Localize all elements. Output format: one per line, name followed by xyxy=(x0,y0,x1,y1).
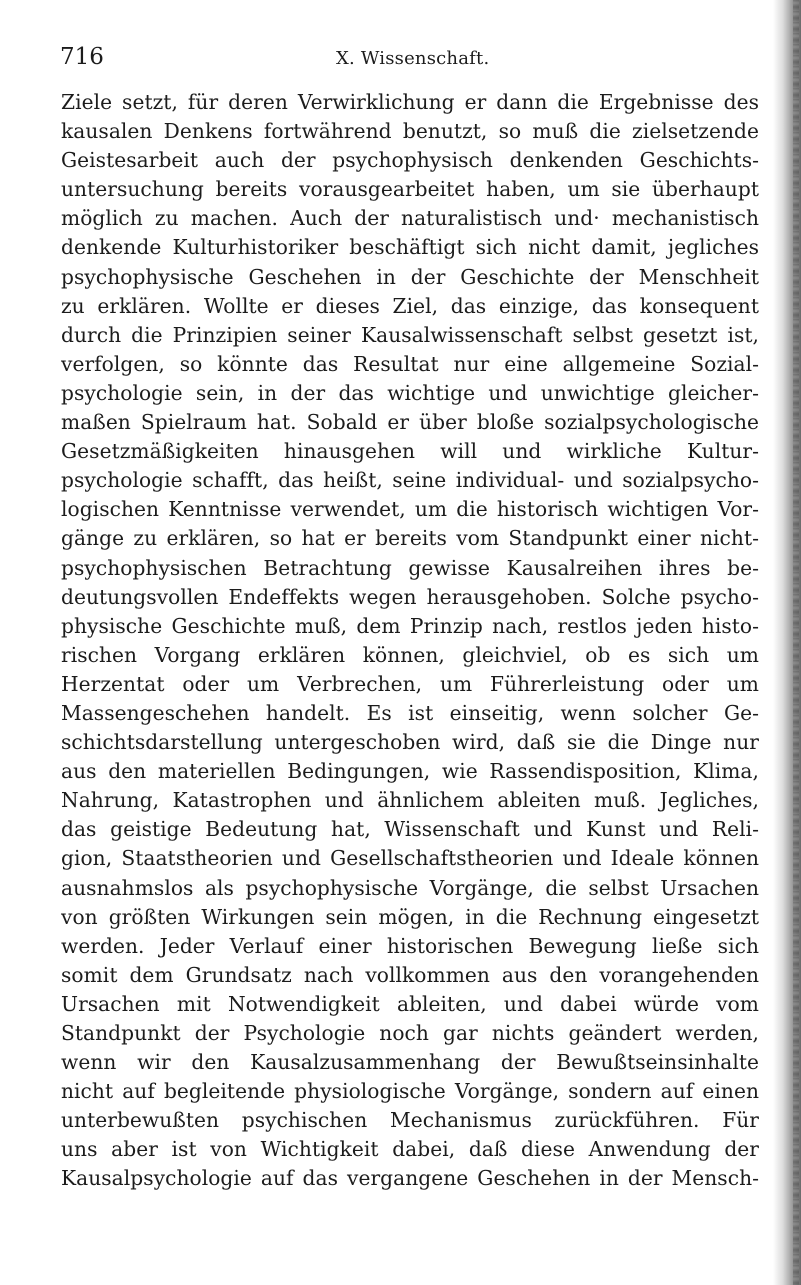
text-line: das geistige Bedeutung hat, Wissenschaft und Kunst und Reli- xyxy=(61,817,759,842)
text-line: gion, Staatstheorien und Gesellschaftstheorien und Ideale können xyxy=(61,846,759,871)
text-line: Nahrung, Katastrophen und ähnlichem ableiten muß. Jegliches, xyxy=(61,788,759,813)
text-line: Standpunkt der Psychologie noch gar nichts geändert werden, xyxy=(61,1021,759,1045)
page-header xyxy=(60,44,760,78)
text-line: psychophysischen Betrachtung gewisse Kausalreihen ihres be- xyxy=(61,555,759,580)
text-line: logischen Kenntnisse verwendet, um die historisch wichtigen Vor- xyxy=(61,497,759,522)
text-line: werden. Jeder Verlauf einer historischen Bewegung ließe sich xyxy=(61,933,759,958)
text-line: Ziele setzt, für deren Verwirklichung er dann die Ergebnisse des xyxy=(61,90,759,114)
text-line: Herzentat oder um Verbrechen, um Führerleistung oder um xyxy=(61,671,759,696)
text-line: deutungsvollen Endeffekts wegen herausgehoben. Solche psycho- xyxy=(61,584,759,609)
text-line: maßen Spielraum hat. Sobald er über bloße sozialpsychologische xyxy=(61,410,759,435)
text-line: psychologie sein, in der das wichtige und unwichtige gleicher- xyxy=(61,380,759,405)
text-line: psychologie schafft, das heißt, seine individual- und sozialpsycho- xyxy=(61,468,759,493)
text-line: rischen Vorgang erklären können, gleichviel, ob es sich um xyxy=(61,642,759,667)
text-line: von größten Wirkungen sein mögen, in die Rechnung eingesetzt xyxy=(61,904,759,929)
text-line: Ursachen mit Notwendigkeit ableiten, und dabei würde vom xyxy=(61,991,759,1016)
text-line: gänge zu erklären, so hat er bereits vom Standpunkt einer nicht- xyxy=(61,526,759,551)
text-line: physische Geschichte muß, dem Prinzip nach, restlos jeden histo- xyxy=(61,613,759,638)
text-line: untersuchung bereits vorausgearbeitet haben, um sie überhaupt xyxy=(61,177,759,202)
text-line: schichtsdarstellung untergeschoben wird, daß sie die Dinge nur xyxy=(61,730,759,755)
text-line: möglich zu machen. Auch der naturalistisch und· mechanistisch xyxy=(61,206,759,231)
text-line: ausnahmslos als psychophysische Vorgänge, die selbst Ursachen xyxy=(61,875,759,900)
text-line: psychophysische Geschehen in der Geschichte der Menschheit xyxy=(61,264,759,289)
text-line: zu erklären. Wollte er dieses Ziel, das einzige, das konsequent xyxy=(61,293,759,318)
text-line: somit dem Grundsatz nach vollkommen aus den vorangehenden xyxy=(61,962,759,987)
text-line: durch die Prinzipien seiner Kausalwissenschaft selbst gesetzt ist, xyxy=(61,322,759,347)
running-head: X. Wissenschaft. xyxy=(336,48,490,69)
text-line: verfolgen, so könnte das Resultat nur eine allgemeine Sozial- xyxy=(61,351,759,376)
text-line: Geistesarbeit auch der psychophysisch denkenden Geschichts- xyxy=(61,148,759,173)
text-line: kausalen Denkens fortwährend benutzt, so muß die zielsetzende xyxy=(61,119,759,144)
text-line: nicht auf begleitende physiologische Vorgänge, sondern auf einen xyxy=(61,1079,759,1104)
text-line: denkende Kulturhistoriker beschäftigt sich nicht damit, jegliches xyxy=(61,235,759,260)
text-line: unterbewußten psychischen Mechanismus zurückführen. Für xyxy=(61,1108,759,1133)
text-line: Massengeschehen handelt. Es ist einseitig, wenn solcher Ge- xyxy=(61,700,759,725)
text-line: wenn wir den Kausalzusammenhang der Bewußtseinsinhalte xyxy=(61,1050,759,1075)
page-edge-shadow xyxy=(773,0,801,1285)
text-line: aus den materiellen Bedingungen, wie Rassendisposition, Klima, xyxy=(61,759,759,784)
page-number: 716 xyxy=(60,44,104,70)
text-line: Kausalpsychologie auf das vergangene Geschehen in der Mensch- xyxy=(61,1166,759,1191)
body-text xyxy=(61,88,759,1194)
text-line: uns aber ist von Wichtigkeit dabei, daß diese Anwendung der xyxy=(61,1137,759,1162)
text-line: Gesetzmäßigkeiten hinausgehen will und wirkliche Kultur- xyxy=(61,439,759,464)
